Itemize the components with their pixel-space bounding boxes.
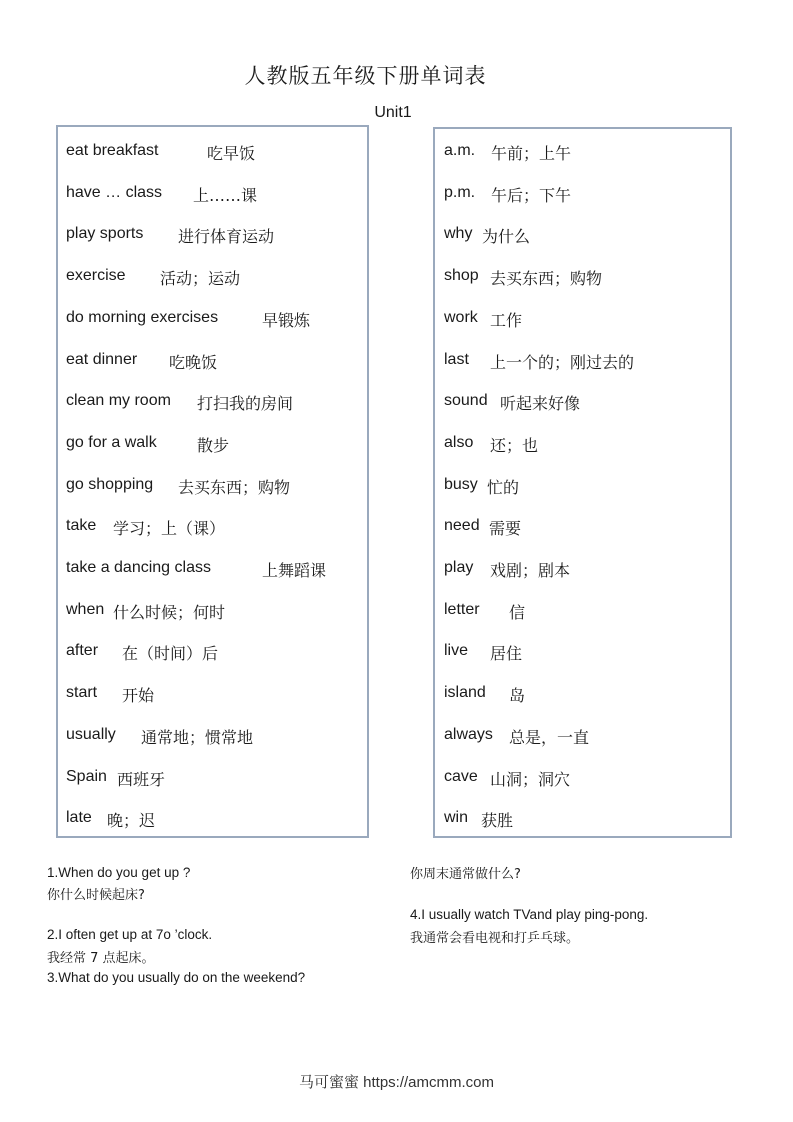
vocab-word: why <box>444 225 473 243</box>
vocab-meaning: 吃晚饭 <box>169 352 218 372</box>
vocab-word: after <box>66 642 99 660</box>
vocab-meaning: 午后；下午 <box>491 185 572 205</box>
sentence-3-english: 3.What do you usually do on the weekend? <box>47 970 306 985</box>
sentence-3-chinese: 你周末通常做什么? <box>410 867 521 882</box>
vocab-meaning: 午前；上午 <box>491 144 572 163</box>
vocab-meaning: 岛 <box>509 686 526 706</box>
vocab-meaning: 上一个的；刚过去的 <box>490 352 635 372</box>
vocab-meaning: 忙的 <box>487 477 520 497</box>
vocab-meaning: 活动；运动 <box>160 269 241 289</box>
vocab-word: eat breakfast <box>66 142 159 159</box>
vocab-word: late <box>66 809 92 827</box>
vocab-meaning: 获胜 <box>481 811 514 831</box>
vocab-word: cave <box>444 767 478 785</box>
page-title: 人教版五年级下册单词表 <box>244 64 487 88</box>
vocab-meaning: 上舞蹈课 <box>262 561 327 580</box>
sentence-1-english: 1.When do you get up ? <box>47 865 191 880</box>
vocab-meaning: 听起来好像 <box>500 394 581 414</box>
vocab-meaning: 吃早饭 <box>207 144 256 163</box>
vocab-word: a.m. <box>444 142 476 159</box>
vocab-meaning: 戏剧；剧本 <box>490 561 571 580</box>
vocab-meaning: 晚；迟 <box>107 811 156 831</box>
vocab-word: eat dinner <box>66 350 138 368</box>
sentence-4-chinese: 我通常会看电视和打乒乓球。 <box>410 931 580 946</box>
vocab-word: always <box>444 725 493 743</box>
vocab-word: have … class <box>66 183 163 201</box>
sentence-2-english: 2.I often get up at 7o ’clock. <box>47 927 213 942</box>
sentence-2-chinese: 我经常 7 点起床。 <box>47 951 155 966</box>
vocab-meaning: 工作 <box>490 310 523 330</box>
vocab-meaning: 去买东西；购物 <box>178 477 291 497</box>
vocab-meaning: 开始 <box>122 686 155 706</box>
vocab-word: also <box>444 433 474 451</box>
vocab-meaning: 山洞；洞穴 <box>490 769 571 789</box>
vocab-meaning: 打扫我的房间 <box>197 394 294 414</box>
vocab-word: sound <box>444 392 488 410</box>
vocab-word: exercise <box>66 267 126 285</box>
vocab-word: when <box>66 600 105 618</box>
vocab-word: usually <box>66 725 116 743</box>
vocab-word: win <box>444 809 469 827</box>
vocab-word: go for a walk <box>66 433 157 451</box>
vocab-meaning: 还；也 <box>490 435 539 455</box>
vocab-word: play sports <box>66 225 144 243</box>
vocab-word: p.m. <box>444 183 476 201</box>
vocab-meaning: 通常地；惯常地 <box>141 727 254 747</box>
vocab-word: island <box>444 684 486 702</box>
vocab-meaning: 上……课 <box>193 185 258 205</box>
vocab-meaning: 进行体育运动 <box>178 227 275 247</box>
unit-heading: Unit1 <box>374 104 412 121</box>
vocab-meaning: 西班牙 <box>117 769 166 789</box>
vocab-word: play <box>444 559 474 576</box>
vocab-meaning: 总是，一直 <box>509 727 590 747</box>
vocab-word: take a dancing class <box>66 559 211 576</box>
vocab-word: live <box>444 642 469 660</box>
vocab-word: take <box>66 517 97 535</box>
sentence-4-english: 4.I usually watch TVand play ping-pong. <box>410 907 649 922</box>
vocab-meaning: 为什么 <box>482 227 531 247</box>
vocab-meaning: 居住 <box>490 644 523 664</box>
vocab-meaning: 在（时间）后 <box>122 644 219 664</box>
vocab-meaning: 需要 <box>489 519 522 539</box>
vocab-meaning: 早锻炼 <box>262 310 311 330</box>
vocab-word: start <box>66 684 98 702</box>
vocab-meaning: 学习；上（课） <box>113 519 226 539</box>
sentence-1-chinese: 你什么时候起床? <box>47 888 145 903</box>
vocab-word: do morning exercises <box>66 308 219 326</box>
vocab-word: last <box>444 350 469 368</box>
vocab-word: need <box>444 517 480 535</box>
vocab-word: clean my room <box>66 392 171 410</box>
vocab-meaning: 信 <box>509 602 526 622</box>
vocab-word: shop <box>444 267 479 285</box>
vocab-word: Spain <box>66 767 107 785</box>
vocab-word: busy <box>444 475 478 493</box>
vocab-meaning: 散步 <box>197 435 230 455</box>
vocab-meaning: 去买东西；购物 <box>490 269 603 289</box>
vocab-meaning: 什么时候；何时 <box>113 602 226 622</box>
vocab-word: go shopping <box>66 475 154 493</box>
footer-watermark: 马可蜜蜜 https://amcmm.com <box>298 1074 495 1091</box>
vocab-word: work <box>444 308 478 326</box>
vocab-word: letter <box>444 600 480 618</box>
